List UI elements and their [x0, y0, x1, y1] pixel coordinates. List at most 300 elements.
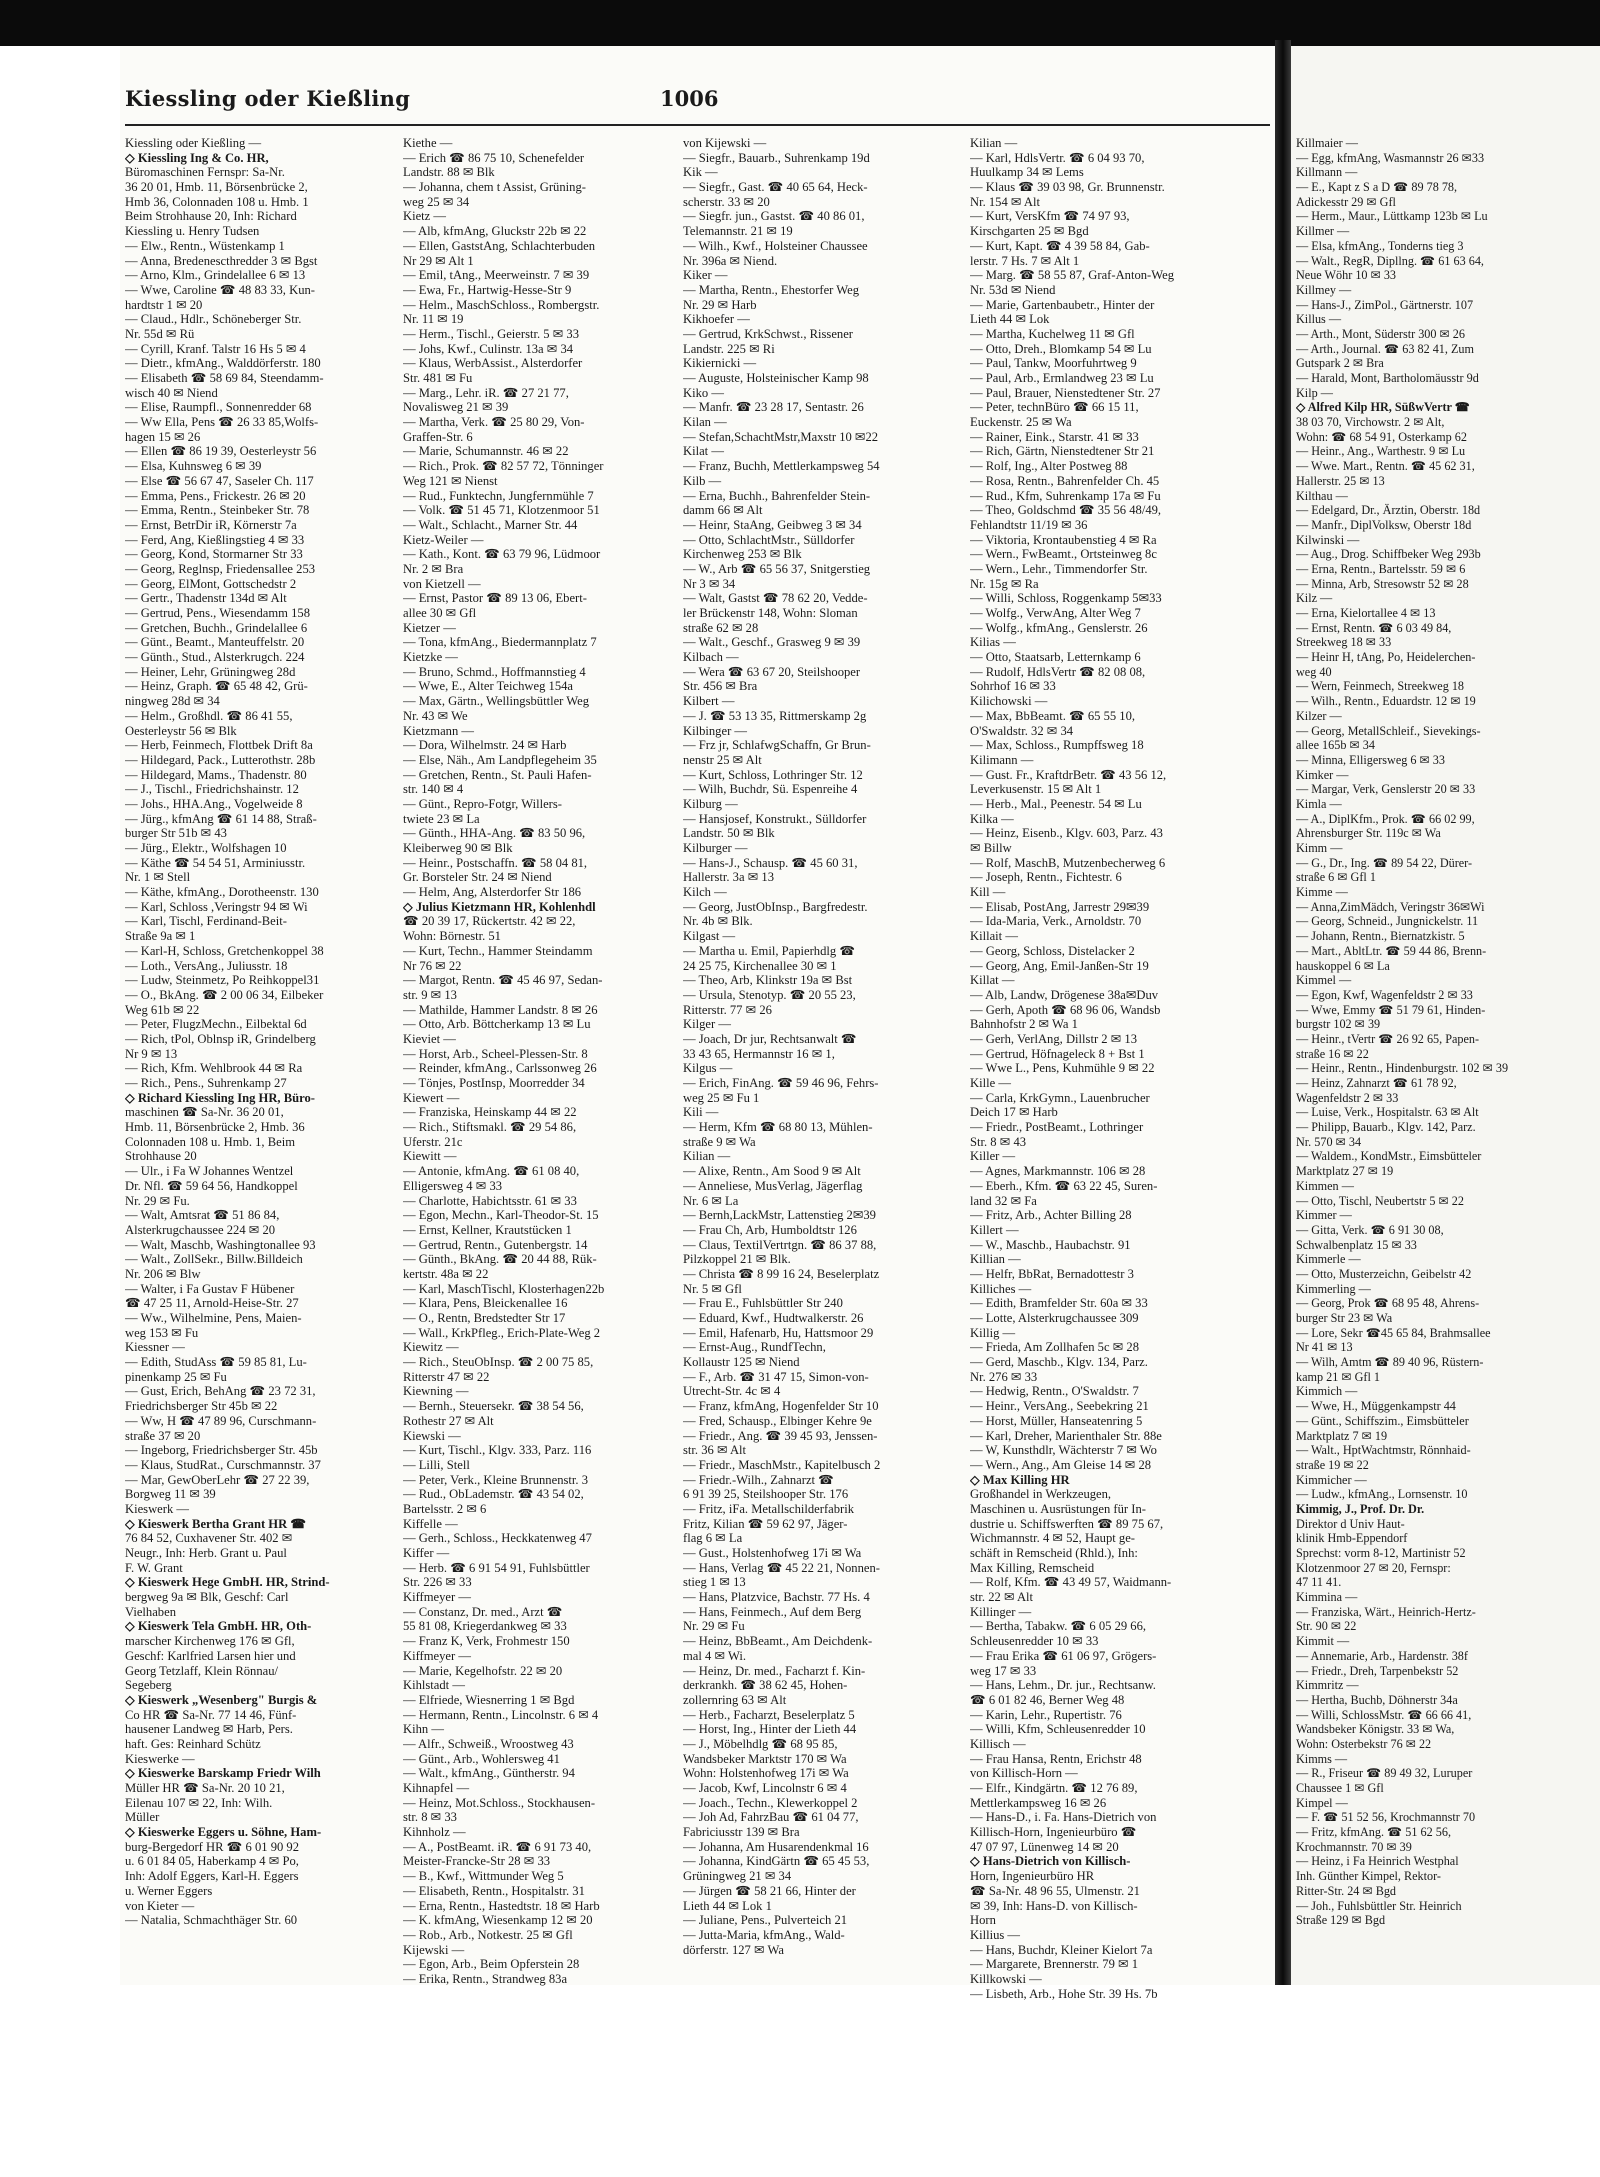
directory-entry-line: Fabriciusstr 139 ✉ Bra — [683, 1825, 800, 1840]
directory-entry-line: — Harald, Mont, Bartholomäusstr 9d — [1296, 371, 1479, 385]
directory-entry-line: — Gertrud, Rentn., Gutenbergstr. 14 — [403, 1237, 588, 1252]
directory-entry-line: — Jürg., Elektr., Wolfshagen 10 — [125, 841, 287, 855]
directory-entry-line: Killmer — — [1296, 224, 1350, 239]
directory-entry-line: Kimmerling — — [1296, 1281, 1371, 1296]
directory-entry-line: — Ww., Wilhelmine, Pens, Maien- — [125, 1311, 302, 1325]
directory-entry-line: — Karl, Schloss ,Veringstr 94 ✉ Wi — [125, 899, 308, 914]
directory-entry-line: — Jürgen ☎ 58 21 66, Hinter der — [683, 1883, 856, 1898]
directory-entry-line: ☎ 20 39 17, Rückertstr. 42 ✉ 22, — [403, 914, 576, 929]
directory-entry-line: Nr 9 ✉ 13 — [125, 1046, 178, 1061]
directory-entry-line: Sprechst: vorm 8-12, Martinistr 52 — [1296, 1546, 1466, 1560]
directory-entry-line: burger Str 51b ✉ 43 — [125, 826, 227, 841]
directory-entry-line: — Tönjes, PostInsp, Moorredder 34 — [403, 1076, 585, 1090]
directory-entry-line: — Ingeborg, Friedrichsberger Str. 45b — [125, 1443, 318, 1458]
directory-entry-line: — Wwe. Mart., Rentn. ☎ 45 62 31, — [1296, 459, 1475, 474]
directory-entry-line: — Klara, Pens, Bleickenallee 16 — [403, 1296, 568, 1311]
directory-entry-line: Killait — — [970, 929, 1018, 944]
directory-entry-line: — Elw., Rentn., Wüstenkamp 1 — [125, 238, 285, 253]
directory-entry-line: — Egon, Mechn., Karl-Theodor-St. 15 — [403, 1208, 599, 1223]
directory-entry-line: — Christa ☎ 8 99 16 24, Beselerplatz — [683, 1266, 880, 1281]
directory-entry-line: 76 84 52, Cuxhavener Str. 402 ✉ — [125, 1531, 293, 1546]
directory-entry-line: — Walt, Amtsrat ☎ 51 86 84, — [125, 1208, 280, 1223]
directory-entry-line: — Alb, kfmAng, Gluckstr 22b ✉ 22 — [403, 224, 587, 239]
directory-entry-line: Kietzmann — — [403, 723, 474, 738]
directory-entry-line: — Rosa, Rentn., Bahrenfelder Ch. 45 — [970, 473, 1160, 488]
directory-entry-line: — K. kfmAng, Wiesenkamp 12 ✉ 20 — [403, 1913, 593, 1928]
directory-entry-line: — Hermann, Rentn., Lincolnstr. 6 ✉ 4 — [403, 1707, 599, 1722]
directory-entry-line: von Kietzell — — [403, 576, 481, 591]
directory-entry-line: Kiewert — — [403, 1090, 460, 1105]
directory-entry-line: — Siegfr. jun., Gastst. ☎ 40 86 01, — [683, 209, 865, 224]
directory-entry-line: Nr. 276 ✉ 33 — [970, 1369, 1038, 1384]
directory-entry-line: — Erna, Kielortallee 4 ✉ 13 — [1296, 606, 1436, 620]
directory-entry-line: — Max, BbBeamt. ☎ 65 55 10, — [970, 708, 1136, 723]
directory-entry-line: — Alb, Landw, Drögenese 38a✉Duv — [970, 987, 1159, 1002]
directory-entry-line: Kilp — — [1296, 385, 1333, 400]
directory-entry-line: — Jutta-Maria, kfmAng., Wald- — [683, 1927, 845, 1942]
directory-entry-line: zollernring 63 ✉ Alt — [683, 1692, 787, 1707]
directory-entry-line: — Martha, Rentn., Ehestorfer Weg — [683, 282, 860, 297]
directory-entry-line: Killkowski — — [970, 1971, 1042, 1986]
directory-entry-line: — Rudolf, HdlsVertr ☎ 82 08 08, — [970, 664, 1146, 679]
directory-entry-line: Hallerstr. 3a ✉ 13 — [683, 870, 774, 885]
directory-entry-line: — Marie, Schumannstr. 46 ✉ 22 — [403, 444, 569, 459]
directory-entry-line: — Fritz, iFa. Metallschilderfabrik — [683, 1501, 855, 1516]
directory-entry-line: Nr 3 ✉ 34 — [683, 576, 736, 591]
directory-entry-line: — Luise, Verk., Hospitalstr. 63 ✉ Alt — [1296, 1105, 1479, 1120]
directory-entry-line: Kimmritz — — [1296, 1678, 1359, 1693]
directory-entry-line: — Johs., HHA.Ang., Vogelweide 8 — [125, 796, 303, 811]
directory-entry-line: Friedrichsberger Str 45b ✉ 22 — [125, 1399, 278, 1414]
directory-entry-line: — Agnes, Markmannstr. 106 ✉ 28 — [970, 1164, 1146, 1179]
directory-entry-line: Kimms — — [1296, 1751, 1348, 1766]
directory-entry-line: — Joach, Dr jur, Rechtsanwalt ☎ — [683, 1031, 857, 1046]
directory-entry-line: — Ewa, Fr., Hartwig-Hesse-Str 9 — [403, 282, 572, 297]
directory-entry-line: — Gitta, Verk. ☎ 6 91 30 08, — [1296, 1222, 1444, 1237]
directory-entry-line: ✉ 39, Inh: Hans-D. von Killisch- — [970, 1898, 1138, 1913]
directory-entry-line: — Minna, Elligersweg 6 ✉ 33 — [1296, 752, 1445, 767]
directory-entry-line: — Bernh,LackMstr, Lattenstieg 2✉39 — [683, 1208, 876, 1223]
directory-entry-line: — Frau E., Fuhlsbüttler Str 240 — [683, 1296, 843, 1311]
directory-entry-line: Kilian — — [970, 136, 1018, 150]
directory-entry-line: Ahrensburger Str. 119c ✉ Wa — [1296, 826, 1441, 841]
directory-entry-line: Meister-Francke-Str 28 ✉ 33 — [403, 1854, 551, 1869]
directory-entry-line: Killisch-Horn, Ingenieurbüro ☎ — [970, 1825, 1137, 1840]
directory-entry-line: — Walter, i Fa Gustav F Hübener — [125, 1281, 295, 1296]
directory-entry-line: — Natalia, Schmachthäger Str. 60 — [125, 1913, 298, 1928]
directory-entry-line: Kilan — — [683, 415, 727, 430]
directory-entry-line: Wohn: Börnestr. 51 — [403, 929, 501, 944]
directory-entry-line: — Martha, Kuchelweg 11 ✉ Gfl — [970, 326, 1135, 341]
directory-entry-line: u. Werner Eggers — [125, 1883, 213, 1898]
directory-entry-line: — Heinr., tVertr ☎ 26 92 65, Papen- — [1296, 1031, 1480, 1046]
directory-entry-line: — Heinz, i Fa Heinrich Westphal — [1296, 1854, 1459, 1869]
directory-entry-line: — Marg., Lehr. iR. ☎ 27 21 77, — [403, 385, 569, 400]
directory-entry-line: — Manfr. ☎ 23 28 17, Sentastr. 26 — [683, 400, 864, 415]
directory-entry-line: Kilbinger — — [683, 723, 748, 738]
directory-entry-line: — Theo, Arb, Klinkstr 19a ✉ Bst — [683, 973, 853, 988]
directory-entry-line: Max Killing, Remscheid — [970, 1560, 1095, 1575]
directory-entry-line: — Margot, Rentn. ☎ 45 46 97, Sedan- — [403, 973, 603, 988]
directory-entry-line: — Herb. ☎ 6 91 54 91, Fuhlsbüttler — [403, 1560, 590, 1575]
directory-entry-line: — Peter, technBüro ☎ 66 15 11, — [970, 400, 1139, 415]
directory-entry-line: Kiewning — — [403, 1384, 469, 1399]
directory-entry-line: Kimmit — — [1296, 1634, 1350, 1649]
directory-entry-line: Kihnapfel — — [403, 1781, 470, 1795]
directory-entry-line: — Rich, Gärtn, Nienstedtener Str 21 — [970, 444, 1155, 459]
directory-entry-line: Co HR ☎ Sa-Nr. 77 14 46, Fünf- — [125, 1707, 297, 1722]
directory-entry-line: — Edith, StudAss ☎ 59 85 81, Lu- — [125, 1355, 307, 1370]
directory-entry-line: — Helfr, BbRat, Bernadottestr 3 — [970, 1266, 1134, 1281]
directory-entry-line: — Max, Gärtn., Wellingsbüttler Weg — [403, 694, 590, 709]
directory-entry-line: — Günt., Arb., Wohlersweg 41 — [403, 1751, 560, 1766]
directory-entry-line: — Loth., VersAng., Juliusstr. 18 — [125, 958, 288, 973]
directory-entry-line: — Hildegard, Pack., Lutterothstr. 28b — [125, 752, 316, 767]
directory-entry-line: Kimmerle — — [1296, 1252, 1361, 1267]
directory-entry-line: — Horst, Ing., Hinter der Lieth 44 — [683, 1722, 857, 1737]
directory-entry-line: F. W. Grant — [125, 1560, 183, 1575]
directory-entry-line: Utrecht-Str. 4c ✉ 4 — [683, 1384, 781, 1399]
directory-entry-line: — Margarete, Brennerstr. 79 ✉ 1 — [970, 1957, 1139, 1972]
directory-entry-line: — Hans-J., ZimPol., Gärtnerstr. 107 — [1296, 297, 1474, 312]
directory-entry-line: — Wwe, Emmy ☎ 51 79 61, Hinden- — [1296, 1002, 1486, 1017]
directory-entry-line: allee 165b ✉ 34 — [1296, 738, 1375, 753]
directory-entry-line: Schleusenredder 10 ✉ 33 — [970, 1634, 1099, 1649]
directory-entry-line: Streekweg 18 ✉ 33 — [1296, 635, 1392, 650]
directory-entry-line: — Ludw., kfmAng., Lornsenstr. 10 — [1296, 1487, 1468, 1502]
directory-entry-line: — Gerh, VerlAng, Dillstr 2 ✉ 13 — [970, 1031, 1138, 1046]
directory-entry-line: — Helm., Großhdl. ☎ 86 41 55, — [125, 708, 293, 723]
column-4 — [970, 136, 1270, 2001]
directory-entry-line: — Elise, Raumpfl., Sonnenredder 68 — [125, 400, 312, 415]
directory-entry-line: — Günt., Repro-Fotgr, Willers- — [403, 796, 562, 811]
directory-entry-line: — Rich, tPol, Oblnsp iR, Grindelberg — [125, 1031, 316, 1046]
directory-entry-line: Nr 41 ✉ 13 — [1296, 1340, 1353, 1355]
directory-entry-line: — Hans, Platzvice, Bachstr. 77 Hs. 4 — [683, 1590, 870, 1605]
directory-entry-line: land 32 ✉ Fa — [970, 1193, 1037, 1208]
directory-entry-line: Inh: Adolf Eggers, Karl-H. Eggers — [125, 1869, 299, 1884]
directory-entry-line: — Walt, Maschb, Washingtonallee 93 — [125, 1237, 316, 1252]
directory-entry-line: — Kurt, Kapt. ☎ 4 39 58 84, Gab- — [970, 238, 1150, 253]
directory-entry-line: — Ernst, Kellner, Krautstücken 1 — [403, 1222, 572, 1237]
directory-entry-line: str. 8 ✉ 33 — [403, 1810, 457, 1825]
directory-entry-line: — Johanna, chem t Assist, Grüning- — [403, 180, 586, 195]
directory-entry-line: — Gerh, Apoth ☎ 68 96 06, Wandsb — [970, 1002, 1161, 1017]
directory-entry-line: Str. 90 ✉ 22 — [1296, 1619, 1357, 1634]
directory-entry-line: — Walt., RegR, Dipllng. ☎ 61 63 64, — [1296, 253, 1484, 268]
directory-entry-line: Huulkamp 34 ✉ Lems — [970, 165, 1084, 180]
directory-entry-line: — Rud., ObLademstr. ☎ 43 54 02, — [403, 1487, 584, 1502]
directory-entry-line: — Hertha, Buchb, Döhnerstr 34a — [1296, 1692, 1458, 1707]
directory-entry-line: — Johs, Kwf., Culinstr. 13a ✉ 34 — [403, 341, 574, 356]
directory-entry-line: Chaussee 1 ✉ Gfl — [1296, 1781, 1384, 1795]
directory-entry-line: Kiffmeyer — — [403, 1590, 471, 1605]
directory-entry-line: — Constanz, Dr. med., Arzt ☎ — [403, 1604, 563, 1619]
directory-entry-line: — Karl, Dreher, Marienthaler Str. 88e — [970, 1428, 1162, 1443]
directory-entry-line: Nr. 53d ✉ Niend — [970, 282, 1056, 297]
directory-entry-line: Kikiernicki — — [683, 356, 757, 371]
directory-entry-line: — Emil, tAng., Meerweinstr. 7 ✉ 39 — [403, 268, 590, 283]
directory-entry-line: Fehlandtstr 11/19 ✉ 36 — [970, 517, 1088, 532]
directory-entry-line: Kietzer — — [403, 620, 456, 635]
directory-entry-line: — Franz K, Verk, Frohmestr 150 — [403, 1634, 570, 1649]
directory-entry-line: — Friedr., Ang. ☎ 39 45 93, Jenssen- — [683, 1428, 878, 1443]
directory-entry-line: Wohn: Osterbekstr 76 ✉ 22 — [1296, 1736, 1432, 1751]
directory-entry-line: — Hans-D., i. Fa. Hans-Dietrich von — [970, 1810, 1157, 1825]
directory-entry-line: Bahnhofstr 2 ✉ Wa 1 — [970, 1017, 1078, 1032]
directory-entry-line: — Else, Näh., Am Landpflegeheim 35 — [403, 752, 597, 767]
directory-entry-line: — Heinz, Zahnarzt ☎ 61 78 92, — [1296, 1076, 1457, 1090]
directory-entry-line: — Martha u. Emil, Papierhdlg ☎ — [683, 943, 856, 958]
directory-entry-line: — Hildegard, Mams., Thadenstr. 80 — [125, 767, 307, 782]
directory-entry-line: — Frz jr, SchlafwgSchaffn, Gr Brun- — [683, 738, 871, 753]
directory-entry-line: Geschf: Karlfried Larsen hier und — [125, 1648, 296, 1663]
directory-entry-line: Kihlstadt — — [403, 1678, 465, 1693]
directory-entry-line: flag 6 ✉ La — [683, 1531, 743, 1546]
directory-entry-line: ✉ Billw — [970, 841, 1012, 855]
directory-entry-line: ◇ Kiessling Ing & Co. HR, — [125, 150, 269, 165]
directory-entry-line: Killmey — — [1296, 282, 1352, 297]
directory-entry-line: — Horst, Arb., Scheel-Plessen-Str. 8 — [403, 1046, 588, 1061]
directory-entry-line: — Jacob, Kwf, Lincolnstr 6 ✉ 4 — [683, 1781, 847, 1795]
directory-entry-line: — Peter, FlugzMechn., Eilbektal 6d — [125, 1017, 307, 1032]
directory-entry-line: lerstr. 7 Hs. 7 ✉ Alt 1 — [970, 253, 1080, 268]
directory-entry-line: Borgweg 11 ✉ 39 — [125, 1487, 216, 1502]
directory-entry-line: — Wilh, Amtm ☎ 89 40 96, Rüstern- — [1296, 1355, 1484, 1370]
directory-entry-line: Kilb — — [683, 473, 722, 488]
column-5-facing-page — [1296, 136, 1596, 1928]
directory-entry-line: Killer — — [970, 1149, 1016, 1164]
directory-entry-line: — Elisab, PostAng, Jarrestr 29✉39 — [970, 899, 1150, 914]
directory-entry-line: Wandsbeker Königstr. 33 ✉ Wa, — [1296, 1722, 1455, 1737]
directory-entry-line: — Heinr., Postschaffn. ☎ 58 04 81, — [403, 855, 588, 870]
directory-entry-line: Kilburg — — [683, 796, 738, 811]
directory-entry-line: — A., DiplKfm., Prok. ☎ 66 02 99, — [1296, 811, 1475, 826]
directory-entry-line: — Franz, Buchh, Mettlerkampsweg 54 — [683, 459, 880, 474]
directory-entry-line: — Ludw, Steinmetz, Po Reihkoppel31 — [125, 973, 320, 988]
directory-entry-line: — Willi, Schloss, Roggenkamp 5✉33 — [970, 591, 1162, 606]
directory-entry-line: — Johanna, Am Husarendenkmal 16 — [683, 1839, 869, 1854]
directory-entry-line: — Johanna, KindGärtn ☎ 65 45 53, — [683, 1854, 870, 1869]
directory-entry-line: — Alixe, Rentn., Am Sood 9 ✉ Alt — [683, 1164, 861, 1179]
directory-entry-line: Kilias — — [970, 635, 1016, 650]
directory-entry-line: weg 153 ✉ Fu — [125, 1325, 199, 1340]
directory-entry-line: Nr. 29 ✉ Fu — [683, 1619, 745, 1634]
directory-entry-line: 33 43 65, Hermannstr 16 ✉ 1, — [683, 1046, 835, 1061]
directory-entry-line: — Joh Ad, FahrzBau ☎ 61 04 77, — [683, 1810, 859, 1825]
directory-entry-line: — Volk. ☎ 51 45 71, Klotzenmoor 51 — [403, 503, 600, 518]
directory-entry-line: — R., Friseur ☎ 89 49 32, Luruper — [1296, 1766, 1473, 1781]
directory-entry-line: — Ww Ella, Pens ☎ 26 33 85,Wolfs- — [125, 415, 319, 430]
directory-entry-line: — Herm., Maur., Lüttkamp 123b ✉ Lu — [1296, 209, 1488, 224]
directory-entry-line: Kieviet — — [403, 1031, 456, 1046]
directory-entry-line: Kiker — — [683, 268, 728, 283]
directory-entry-line: — Wilh., Kwf., Holsteiner Chaussee — [683, 238, 868, 253]
directory-entry-line: — Antonie, kfmAng. ☎ 61 08 40, — [403, 1164, 580, 1179]
directory-entry-line: — Gertr., Thadenstr 134d ✉ Alt — [125, 591, 287, 606]
directory-entry-line: ◇ Kieswerk Hege GmbH. HR, Strind- — [125, 1575, 330, 1590]
directory-entry-line: ler Brückenstr 148, Wohn: Sloman — [683, 606, 858, 620]
directory-entry-line: — Klaus, WerbAssist., Alsterdorfer — [403, 356, 583, 371]
directory-entry-line: — Manfr., DiplVolksw, Oberstr 18d — [1296, 517, 1472, 532]
directory-entry-line: — Carla, KrkGymn., Lauenbrucher — [970, 1090, 1150, 1105]
directory-entry-line: — Heiner, Lehr, Grüningweg 28d — [125, 664, 296, 679]
running-head: Kiessling oder Kießling — [125, 86, 411, 111]
directory-entry-line: ☎ 6 01 82 46, Berner Weg 48 — [970, 1692, 1125, 1707]
directory-entry-line: — Erna, Rentn., Bartelsstr. 59 ✉ 6 — [1296, 561, 1466, 576]
directory-entry-line: Gr. Borsteler Str. 24 ✉ Niend — [403, 870, 552, 885]
directory-entry-line: Nr. 570 ✉ 34 — [1296, 1134, 1362, 1149]
directory-entry-line: — Ernst, Rentn. ☎ 6 03 49 84, — [1296, 620, 1452, 635]
directory-entry-line: — Gretchen, Buchh., Grindelallee 6 — [125, 620, 308, 635]
directory-entry-line: Kilat — — [683, 444, 724, 459]
directory-entry-line: — Gretchen, Rentn., St. Pauli Hafen- — [403, 767, 592, 782]
directory-entry-line: Nr. 55d ✉ Rü — [125, 326, 195, 341]
directory-entry-line: Str. 226 ✉ 33 — [403, 1575, 472, 1590]
directory-entry-line: — Erich ☎ 86 75 10, Schenefelder — [403, 150, 585, 165]
directory-entry-line: — Reinder, kfmAng., Carlssonweg 26 — [403, 1061, 597, 1076]
directory-entry-line: — Frau Ch, Arb, Humboldtstr 126 — [683, 1222, 857, 1237]
directory-entry-line: straße 9 ✉ Wa — [683, 1134, 756, 1149]
directory-entry-line: — Günt., Beamt., Manteuffelstr. 20 — [125, 635, 305, 650]
directory-entry-line: — Rich., Pens., Suhrenkamp 27 — [125, 1076, 287, 1090]
directory-entry-line: — Elisabeth ☎ 58 69 84, Steendamm- — [125, 371, 324, 385]
directory-entry-line: Kiessling u. Henry Tudsen — [125, 224, 260, 239]
directory-entry-line: Segeberg — [125, 1678, 172, 1693]
directory-entry-line: — Walt., Schlacht., Marner Str. 44 — [403, 517, 578, 532]
directory-entry-line: Killert — — [970, 1222, 1019, 1237]
directory-entry-line: ◇ Kieswerk „Wesenberg" Burgis & — [125, 1692, 318, 1707]
directory-entry-line: — Herb., Mal., Peenestr. 54 ✉ Lu — [970, 796, 1142, 811]
directory-entry-line: Kilwinski — — [1296, 532, 1360, 547]
directory-entry-line: — Otto, Tischl, Neubertstr 5 ✉ 22 — [1296, 1193, 1464, 1208]
directory-entry-line: — Gust, Erich, BehAng ☎ 23 72 31, — [125, 1384, 316, 1399]
directory-entry-line: Kilgast — — [683, 929, 736, 944]
directory-entry-line: Graffen-Str. 6 — [403, 429, 473, 444]
directory-entry-line: dustrie u. Schiffswerften ☎ 89 75 67, — [970, 1516, 1164, 1531]
directory-entry-line: — Karin, Lehr., Rupertistr. 76 — [970, 1707, 1122, 1722]
directory-entry-line: — Wern., Ang., Am Gleise 14 ✉ 28 — [970, 1457, 1152, 1472]
directory-entry-line: — Rud., Funktechn, Jungfernmühle 7 — [403, 488, 594, 503]
directory-entry-line: — Fritz, kfmAng. ☎ 51 62 56, — [1296, 1825, 1451, 1840]
directory-entry-line: Wohn: ☎ 68 54 91, Osterkamp 62 — [1296, 429, 1467, 444]
page-header — [125, 86, 1270, 124]
directory-entry-line: Kimmen — — [1296, 1178, 1354, 1193]
directory-entry-line: Kieswerk — — [125, 1501, 190, 1516]
directory-entry-line: pinenkamp 25 ✉ Fu — [125, 1369, 227, 1384]
directory-entry-line: — Helm, Ang, Alsterdorfer Str 186 — [403, 885, 582, 900]
directory-entry-line: Kimmicher — — [1296, 1472, 1367, 1487]
directory-entry-line: — Martha, Verk. ☎ 25 80 29, Von- — [403, 415, 585, 430]
directory-entry-line: — O., Rentn, Bredstedter Str 17 — [403, 1311, 566, 1325]
directory-entry-line: Weg 61b ✉ 22 — [125, 1002, 200, 1017]
directory-entry-line: — Edith, Bramfelder Str. 60a ✉ 33 — [970, 1296, 1148, 1311]
directory-entry-line: — Karl, HdlsVertr. ☎ 6 04 93 70, — [970, 150, 1145, 165]
directory-entry-line: Kiessner — — [125, 1340, 185, 1355]
directory-entry-line: weg 25 ✉ Fu 1 — [683, 1090, 760, 1105]
directory-entry-line: — Willi, Kfm, Schleusenredder 10 — [970, 1722, 1146, 1737]
directory-entry-line: Pilzkoppel 21 ✉ Blk. — [683, 1252, 791, 1267]
directory-entry-line: Uferstr. 21c — [403, 1134, 463, 1149]
directory-entry-line: — Hedwig, Rentn., O'Swaldstr. 7 — [970, 1384, 1139, 1399]
directory-entry-line: — Georg, Kond, Stormarner Str 33 — [125, 547, 303, 562]
directory-entry-line: — Günth., HHA-Ang. ☎ 83 50 96, — [403, 826, 586, 841]
directory-entry-line: — Hans, Lehm., Dr. jur., Rechtsanw. — [970, 1678, 1156, 1693]
directory-entry-line: — Wwe, Caroline ☎ 48 83 33, Kun- — [125, 282, 315, 297]
directory-entry-line: Kilbach — — [683, 650, 739, 665]
directory-entry-line: Nr. 2 ✉ Bra — [403, 561, 464, 576]
book-gutter — [1275, 40, 1291, 1985]
directory-entry-line: Strohhause 20 — [125, 1149, 197, 1164]
directory-entry-line: ◇ Richard Kiessling Ing HR, Büro- — [125, 1090, 315, 1105]
directory-entry-line: — Paul, Brauer, Nienstedtener Str. 27 — [970, 385, 1161, 400]
directory-entry-line: Killisch — — [970, 1736, 1026, 1751]
directory-entry-line: Wagenfeldstr 2 ✉ 33 — [1296, 1090, 1399, 1105]
directory-entry-line: — Cyrill, Kranf. Talstr 16 Hs 5 ✉ 4 — [125, 341, 306, 356]
directory-entry-line: Lieth 44 ✉ Lok 1 — [683, 1898, 772, 1913]
directory-entry-line: Landstr. 50 ✉ Blk — [683, 826, 775, 841]
directory-entry-line: — Egg, kfmAng, Wasmannstr 26 ✉33 — [1296, 150, 1485, 165]
directory-entry-line: — Friedr.-Wilh., Zahnarzt ☎ — [683, 1472, 834, 1487]
directory-entry-line: — Wern., FwBeamt., Ortsteinweg 8c — [970, 547, 1157, 562]
directory-entry-line: maschinen ☎ Sa-Nr. 36 20 01, — [125, 1105, 284, 1120]
directory-entry-line: ☎ Sa-Nr. 48 96 55, Ulmenstr. 21 — [970, 1883, 1140, 1898]
directory-entry-line: — Wolfg., VerwAng, Alter Weg 7 — [970, 606, 1141, 620]
directory-entry-line: — B., Kwf., Wittmunder Weg 5 — [403, 1869, 564, 1884]
directory-entry-line: — Rich., SteuObInsp. ☎ 2 00 75 85, — [403, 1355, 594, 1370]
directory-entry-line: — Bruno, Schmd., Hoffmannstieg 4 — [403, 664, 586, 679]
directory-entry-line: — Waldem., KondMstr., Eimsbütteler — [1296, 1149, 1482, 1164]
directory-entry-line: — Georg, Schloss, Distelacker 2 — [970, 943, 1135, 958]
directory-entry-line: — Walt., HptWachtmstr, Rönnhaid- — [1296, 1443, 1471, 1458]
directory-entry-line: — Erika, Rentn., Strandweg 83a — [403, 1971, 568, 1986]
directory-entry-line: — Theo, Goldschmd ☎ 35 56 48/49, — [970, 503, 1162, 518]
directory-entry-line: — Erich, FinAng. ☎ 59 46 96, Fehrs- — [683, 1076, 879, 1090]
directory-entry-line: haft. Ges: Reinhard Schütz — [125, 1736, 261, 1751]
directory-entry-line: — Kurt, Techn., Hammer Steindamm — [403, 943, 593, 958]
directory-entry-line: Kilzer — — [1296, 708, 1342, 723]
directory-entry-line: — Stefan,SchachtMstr,Maxstr 10 ✉22 — [683, 429, 879, 444]
directory-entry-line: Kiko — — [683, 385, 724, 400]
directory-entry-line: — Egon, Kwf, Wagenfeldstr 2 ✉ 33 — [1296, 987, 1473, 1002]
directory-entry-line: — Johann, Rentn., Biernatzkistr. 5 — [1296, 929, 1465, 944]
directory-entry-line: Nr. 154 ✉ Alt — [970, 194, 1041, 209]
directory-entry-line: — Walt, Gastst ☎ 78 62 20, Vedde- — [683, 591, 868, 606]
directory-entry-line: — Ww, H ☎ 47 89 96, Curschmann- — [125, 1413, 317, 1428]
directory-entry-line: — Franz, kfmAng, Hogenfelder Str 10 — [683, 1399, 879, 1414]
directory-entry-line: — Georg, JustObInsp., Bargfredestr. — [683, 899, 868, 914]
directory-entry-line: — Erna, Buchh., Bahrenfelder Stein- — [683, 488, 871, 503]
directory-entry-line: ◇ Alfred Kilp HR, SüßwVertr ☎ — [1296, 400, 1470, 415]
directory-entry-line: — Günth., BkAng. ☎ 20 44 88, Rük- — [403, 1252, 597, 1267]
directory-entry-line: — Emil, Hafenarb, Hu, Hattsmoor 29 — [683, 1325, 874, 1340]
directory-entry-line: Kimm — — [1296, 841, 1343, 855]
directory-entry-line: — Joh., Fuhlsbüttler Str. Heinrich — [1296, 1898, 1462, 1913]
column-1 — [125, 136, 397, 1928]
directory-entry-line: Str. 8 ✉ 43 — [970, 1134, 1027, 1149]
directory-entry-line: Hmb. 11, Börsenbrücke 2, Hmb. 36 — [125, 1120, 305, 1135]
directory-entry-line: Kiffer — — [403, 1546, 450, 1560]
directory-entry-line: — Wwe L., Pens, Kuhmühle 9 ✉ 22 — [970, 1061, 1155, 1076]
directory-entry-line: straße 16 ✉ 22 — [1296, 1046, 1369, 1061]
directory-entry-line: — O., BkAng. ☎ 2 00 06 34, Eilbeker — [125, 987, 324, 1002]
directory-entry-line: Inh. Günther Kimpel, Rektor- — [1296, 1869, 1441, 1884]
directory-entry-line: Marktplatz 7 ✉ 19 — [1296, 1428, 1388, 1443]
column-2 — [403, 136, 677, 1987]
directory-entry-line: — Rolf, Ing., Alter Postweg 88 — [970, 459, 1128, 474]
directory-entry-line: — Franziska, Wärt., Heinrich-Hertz- — [1296, 1604, 1476, 1619]
directory-entry-line: stieg 1 ✉ 13 — [683, 1575, 746, 1590]
